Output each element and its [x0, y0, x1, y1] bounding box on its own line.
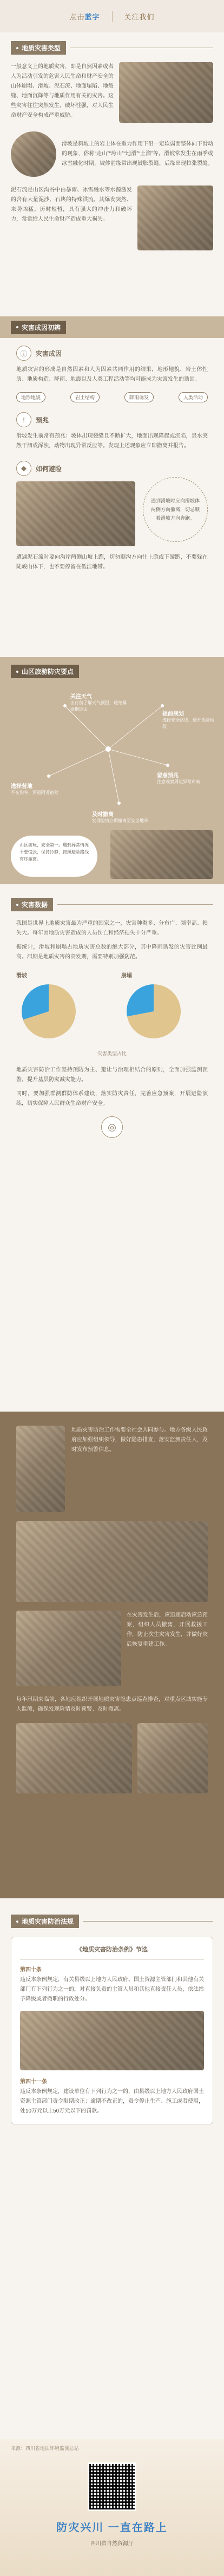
source-note: 来源：四川省地质环境监测总站: [11, 2446, 80, 2451]
paragraph: 滑坡是斜坡上的岩土体在重力作用下沿一定软弱面整体向下滑动的现象，俗称“走山”“垮山”“地滑”“土溜”等。滑坡常发生在雨季或冰雪融化时期，坡体前缘常出现鼓胀裂缝，后缘出现拉张裂缝。: [62, 141, 213, 167]
section-title: [11, 898, 53, 911]
circle-photo: [11, 131, 56, 177]
pie-chart-card: [16, 971, 103, 1047]
warning-icon: !: [16, 412, 31, 427]
slope-photo: [16, 1426, 65, 1512]
section-title-text: 山区旅游防灾要点: [22, 668, 74, 676]
callout-card: [11, 836, 97, 877]
pie-chart: [121, 979, 202, 1044]
section-causes: [0, 316, 224, 572]
paragraph: 遭遇泥石流时要向沟岸两侧山坡上跑，切勿顺沟方向往上游或下游跑，不要躲在陡峻山体下，也不要停留在低洼地带。: [16, 554, 208, 570]
section-title-text: 灾害成因初辨: [22, 323, 61, 332]
tip-text: 选择安全路线，避开危险地段: [162, 718, 214, 729]
tip-text: 发现险情立即撤离至安全地带: [92, 818, 148, 823]
regulation-heading: 《地质灾害防治条例》节选: [76, 1946, 148, 1953]
debris-photo: [16, 481, 135, 546]
pie-chart: [16, 979, 97, 1044]
shield-icon: ◆: [16, 461, 31, 476]
subheading: 预兆: [36, 416, 49, 424]
road-photo: [137, 1723, 208, 1793]
qr-code[interactable]: [88, 2462, 136, 2511]
tip-label: 及时撤离: [92, 812, 114, 818]
subheading: 灾害成因: [36, 349, 62, 357]
tip-text: 遇到滑坡时应向滑坡体两侧方向撤离，切忌顺着滑坡方向奔跑。: [151, 498, 200, 521]
section-title: [11, 41, 66, 55]
paragraph: 据统计，滑坡和崩塌占地质灾害总数的绝大部分，其中降雨诱发的灾害比例最高。汛期是地质灾害的高发期，需要特别加强防范。: [16, 944, 208, 960]
section-title: [11, 665, 79, 678]
cause-pill: 地形地貌: [16, 392, 45, 402]
header-highlight: 蓝字: [84, 12, 100, 21]
org-name: 四川省自然资源厅: [90, 2541, 134, 2547]
paragraph: 一般意义上的地质灾害，即是自然因素或者人为活动引发的危害人民生命和财产安全的山体崩塌、滑坡、泥石流、地面塌陷、地裂缝、地面沉降等与地质作用有关的灾害。这些灾害往往突然发生，破坏性强，对人民生命财产安全构成严重威胁。: [11, 64, 114, 118]
paragraph: 泥石流是山区沟谷中由暴雨、冰雪融水等水源激发的含有大量泥沙、石块的特殊洪流。其爆发突然、来势凶猛、历时短暂，具有强大的冲击力和破坏力，常常给人民生命财产造成重大损失。: [11, 187, 132, 222]
section-regulations: [0, 1915, 224, 2124]
section-title: [11, 321, 66, 334]
subheading: 如何避险: [36, 465, 62, 473]
cause-pill: 岩土结构: [70, 392, 100, 402]
landslide-photo: [119, 62, 213, 123]
tip-text: 注意观察周边异常声响: [157, 779, 200, 784]
article-label: 第四十条: [20, 1967, 42, 1973]
paragraph: 滑坡发生前常有预兆：坡体出现裂缝且不断扩大，地面出现隆起或沉陷，泉水突然干涸或浑浊，动物出现异常反应等。发现上述现象应立即撤离并报告。: [16, 433, 208, 449]
section-travel-tips: [0, 657, 224, 884]
tip-label: 选择营地: [11, 784, 32, 790]
circle-icon: ◎: [101, 1116, 123, 1138]
paragraph: 同时，要加强群测群防体系建设，落实防灾责任，完善应急预案，开展避险演练，切实保障人民群众生命财产安全。: [16, 1091, 208, 1107]
section-title-text: 地质灾害类型: [22, 44, 61, 52]
cause-pill: 降雨诱发: [124, 392, 154, 402]
chart-title: 崩塌: [121, 973, 132, 979]
paragraph: 在灾害发生后，应迅速启动应急预案，组织人员撤离，开展救援工作，防止次生灾害发生，并做好灾后恢复重建工作。: [127, 1612, 208, 1647]
follow-us[interactable]: 关注我们: [112, 11, 155, 22]
section-disaster-types: [0, 41, 224, 250]
section-title: [11, 1915, 79, 1928]
tip-item: [157, 771, 216, 785]
article-text: 违反本条例规定，建设单位有下列行为之一的，由县级以上地方人民政府国土资源主管部门责令限期改正；逾期不改正的，责令停止生产、施工或者使用，处10万元以上50万元以下的罚款。: [20, 2089, 204, 2114]
paragraph: 地质灾害防治工作坚持预防为主、避让与治理相结合的原则，全面加强监测预警，提升基层防灾减灾能力。: [16, 1067, 208, 1083]
article-label: 第四十一条: [20, 2079, 47, 2085]
header-prefix: 点击: [69, 12, 85, 21]
top-banner: [0, 0, 224, 32]
rescue-photo: [16, 1611, 121, 1686]
tip-label: 关注天气: [70, 694, 92, 700]
section-title-text: 地质灾害防治法规: [22, 1918, 74, 1925]
tip-bubble: [143, 477, 208, 542]
paragraph: 每年汛期来临前，各地应组织开展地质灾害隐患点巡查排查，对重点区域实施专人监测，确保发现险情及时预警、及时撤离。: [16, 1697, 208, 1712]
section-statistics: [0, 898, 224, 1138]
tip-item: [92, 810, 157, 824]
click-blue-text[interactable]: [69, 11, 100, 22]
regulation-card: [11, 1937, 213, 2124]
paragraph: 地质灾害防治工作需要全社会共同参与。地方各级人民政府应加强组织领导，做好隐患排查，落实监测责任人，及时发布预警信息。: [71, 1427, 208, 1453]
tip-item: [70, 692, 130, 713]
section-prevention: [0, 1412, 224, 1898]
chart-title: 滑坡: [16, 973, 27, 979]
paragraph: 我国是世界上地质灾害最为严重的国家之一，灾害种类多、分布广、频率高、损失大。每年因地质灾害造成的人员伤亡和经济损失十分严重。: [16, 921, 208, 936]
footer: [0, 2439, 224, 2576]
tip-item: [162, 709, 216, 730]
slogan: 防灾兴川 一直在路上: [56, 2522, 168, 2534]
info-icon: ⓘ: [16, 346, 31, 361]
tip-text: 出行前了解天气预报，避免暴雨期进山: [70, 700, 127, 712]
site-photo: [16, 1521, 208, 1602]
pie-chart-card: [121, 971, 208, 1047]
article-text: 违反本条例规定，有关县级以上地方人民政府、国土资源主管部门和其他有关部门有下列行为之一的，对直接负责的主管人员和其他直接责任人员，依法给予降级或者撤职的行政处分。: [20, 1977, 204, 2002]
tip-text: 不在沟谷、河道附近宿营: [11, 790, 58, 795]
cause-pill: 人类活动: [179, 392, 208, 402]
pie-slice: [127, 984, 154, 1016]
callout-text: 山区游玩，安全第一。遇到异常情况不要慌张，保持冷静，按照避险路线有序撤离。: [19, 843, 89, 862]
debris-flow-photo: [137, 186, 213, 250]
tip-label: 留意预兆: [157, 773, 179, 779]
paragraph: 地质灾害的形成是自然因素和人为因素共同作用的结果，地形地貌、岩土体性质、地质构造、降雨、地震以及人类工程活动等均可能成为灾害发生的诱因。: [16, 367, 208, 382]
tip-label: 提前规划: [162, 711, 184, 717]
tip-item: [11, 782, 65, 796]
section-title-text: 灾害数据: [22, 901, 48, 909]
chart-legend: 灾害类型占比: [97, 1051, 127, 1056]
mountain-photo: [110, 830, 213, 879]
article-photo: [20, 2011, 204, 2070]
collapse-photo: [16, 1723, 132, 1793]
